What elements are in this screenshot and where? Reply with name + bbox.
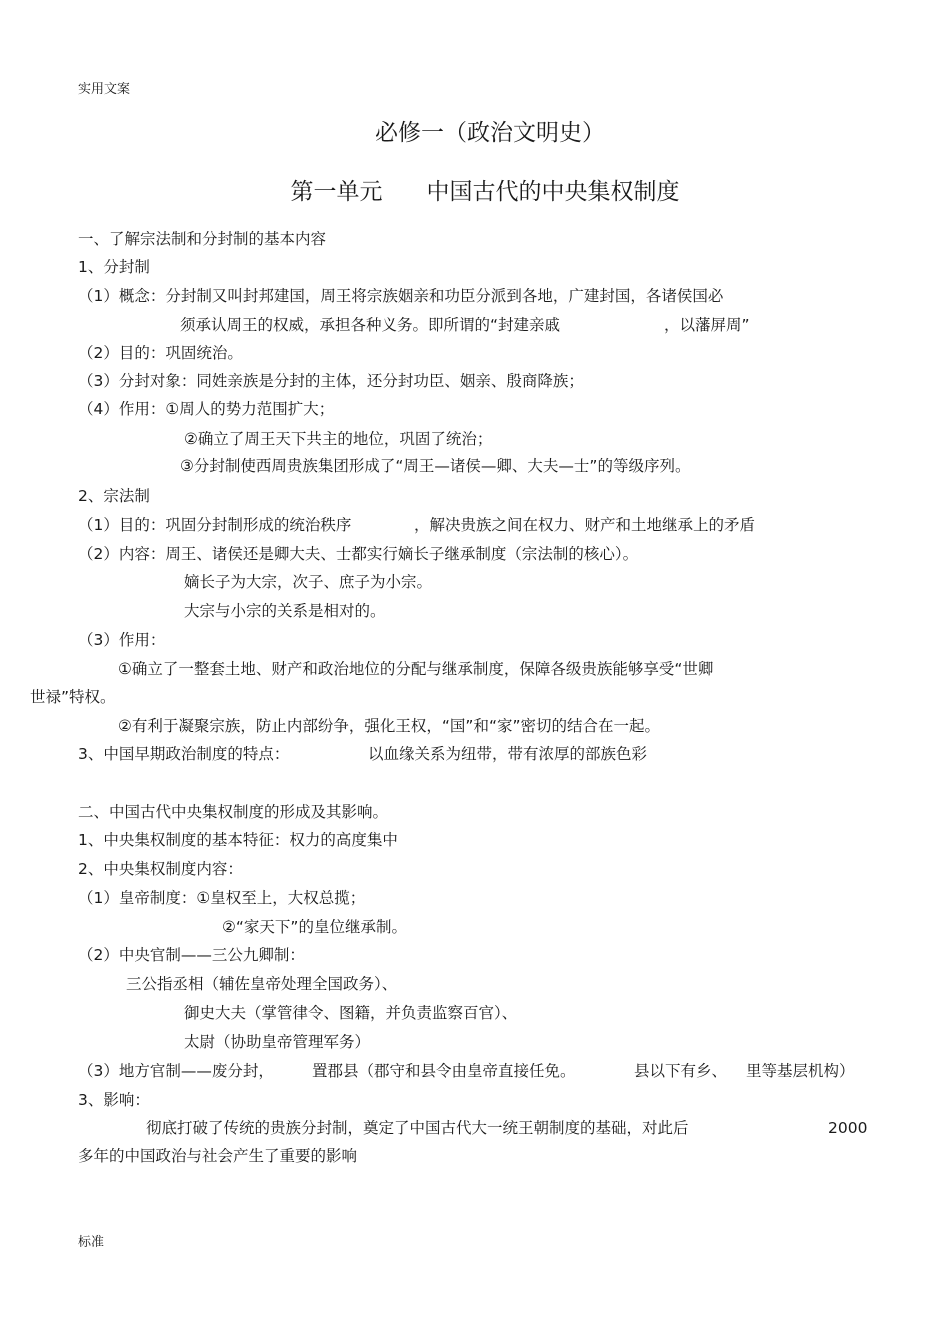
sangong-line3: 太尉（协助皇帝管理军务） — [184, 1033, 371, 1051]
content-heading: 2、中央集权制度内容： — [78, 860, 243, 878]
zongfa-effect2: ②有利于凝聚宗族，防止内部纷争，强化王权，“国”和“家”密切的结合在一起。 — [118, 717, 661, 735]
concept-line2a: 须承认周王的权威，承担各种义务。即所谓的“封建亲戚 — [180, 316, 561, 334]
emperor-line2: ②“家天下”的皇位继承制。 — [222, 918, 407, 936]
local-line-d: 里等基层机构） — [746, 1062, 855, 1080]
targets-line: （3）分封对象：同姓亲族是分封的主体，还分封功臣、姻亲、殷商降族； — [78, 372, 584, 390]
zongfa-content3: 大宗与小宗的关系是相对的。 — [184, 602, 386, 620]
item3-label: 3、中国早期政治制度的特点： — [78, 745, 290, 763]
purpose-line: （2）目的：巩固统治。 — [78, 344, 243, 362]
zongfa-purpose-a: （1）目的：巩固分封制形成的统治秩序 — [78, 516, 352, 534]
zongfa-content1: （2）内容：周王、诸侯还是卿大夫、士都实行嫡长子继承制度（宗法制的核心）。 — [78, 545, 639, 563]
local-line-c: 县以下有乡、 — [634, 1062, 728, 1080]
page-footer: 标准 — [78, 1235, 105, 1250]
unit-title — [0, 177, 950, 207]
central-line: （2）中央官制——三公九卿制： — [78, 946, 305, 964]
influence-line2: 多年的中国政治与社会产生了重要的影响 — [78, 1147, 358, 1165]
sangong-line2: 御史大夫（掌管律令、图籍，并负责监察百官）、 — [184, 1004, 518, 1022]
influence-line1a: 彻底打破了传统的贵族分封制，奠定了中国古代大一统王朝制度的基础，对此后 — [146, 1119, 689, 1137]
feature-line: 1、中央集权制度的基本特征：权力的高度集中 — [78, 831, 398, 849]
local-line-a: （3）地方官制——废分封， — [78, 1062, 274, 1080]
zongfa-effect-heading: （3）作用： — [78, 631, 166, 649]
influence-heading: 3、影响： — [78, 1091, 150, 1109]
item3-value: 以血缘关系为纽带，带有浓厚的部族色彩 — [368, 745, 648, 763]
item2-heading: 2、宗法制 — [78, 487, 150, 505]
unit-number: 第一单元 — [290, 179, 383, 205]
concept-line2b: ，以藩屏周” — [664, 316, 750, 334]
item1-heading: 1、分封制 — [78, 258, 150, 276]
zongfa-content2: 嫡长子为大宗，次子、庶子为小宗。 — [184, 573, 433, 591]
effect-line2: ②确立了周王天下共主的地位，巩固了统治； — [184, 430, 493, 448]
influence-line1b: 2000 — [828, 1119, 868, 1137]
section1-heading: 一、了解宗法制和分封制的基本内容 — [78, 230, 327, 248]
emperor-line1: （1）皇帝制度：①皇权至上，大权总揽； — [78, 889, 366, 907]
zongfa-purpose-b: ，解决贵族之间在权力、财产和土地继承上的矛盾 — [414, 516, 756, 534]
section2-heading: 二、中国古代中央集权制度的形成及其影响。 — [78, 803, 389, 821]
concept-line1: （1）概念：分封制又叫封邦建国，周王将宗族姻亲和功臣分派到各地，广建封国，各诸侯国必 — [78, 287, 724, 305]
effect-line3: ③分封制使西周贵族集团形成了“周王—诸侯—卿、大夫—士”的等级序列。 — [180, 457, 691, 475]
effect-line1: （4）作用：①周人的势力范围扩大； — [78, 400, 335, 418]
unit-name: 中国古代的中央集权制度 — [426, 179, 680, 205]
page-header: 实用文案 — [78, 82, 131, 97]
zongfa-effect1-line1: ①确立了一整套土地、财产和政治地位的分配与继承制度，保障各级贵族能够享受“世卿 — [118, 660, 714, 678]
sangong-line1: 三公指丞相（辅佐皇帝处理全国政务）、 — [126, 975, 398, 993]
document-title: 必修一（政治文明史） — [375, 120, 605, 146]
zongfa-effect1-line2: 世禄”特权。 — [30, 688, 116, 706]
local-line-b: 置郡县（郡守和县令由皇帝直接任免。 — [312, 1062, 576, 1080]
